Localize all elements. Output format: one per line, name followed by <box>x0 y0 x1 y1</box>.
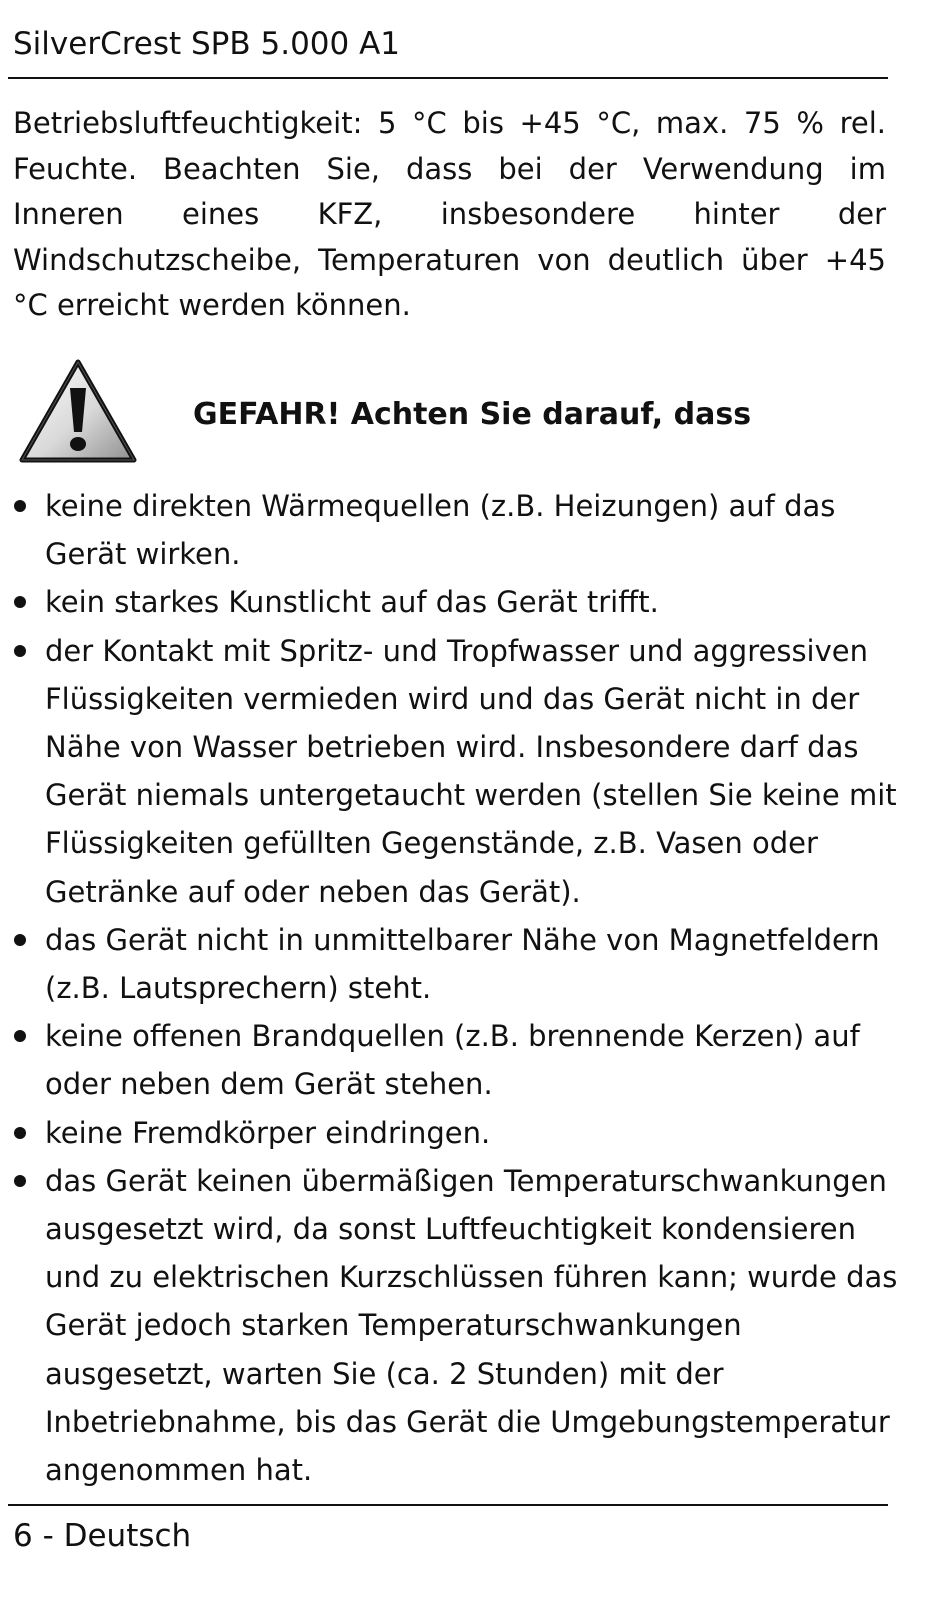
list-item <box>0 1109 900 1157</box>
warning-bullet-list <box>0 482 900 1494</box>
bullet-icon <box>14 1175 26 1187</box>
bullet-icon <box>14 1127 26 1139</box>
footer-divider <box>8 1504 888 1506</box>
list-item <box>0 627 900 916</box>
list-item <box>0 916 900 1012</box>
list-item-text: das Gerät keinen übermäßigen Temperaturschwankungen ausgesetzt wird, da sonst Luftfeuchtigkeit kondensieren und zu elektrischen Kurzschlüssen führen kann; wurde das Gerät jedoch starken Temperaturschwankungen ausgesetzt, warten Sie (ca. 2 Stunden) mit der Inbetriebnahme, bis das Gerät die Umgebungstemperatur angenommen hat. <box>45 1163 898 1488</box>
page-footer: 6 - Deutsch <box>13 1518 192 1554</box>
page-header-title: SilverCrest SPB 5.000 A1 <box>13 26 401 62</box>
warning-triangle-icon <box>18 358 138 464</box>
list-item-text: das Gerät nicht in unmittelbarer Nähe von Magnetfeldern (z.B. Lautsprechern) steht. <box>45 922 880 1006</box>
bullet-icon <box>14 645 26 657</box>
warning-heading: GEFAHR! Achten Sie darauf, dass <box>193 397 752 432</box>
list-item <box>0 1157 900 1494</box>
list-item-text: keine Fremdkörper eindringen. <box>45 1115 491 1150</box>
bullet-icon <box>14 934 26 946</box>
list-item-text: keine direkten Wärmequellen (z.B. Heizungen) auf das Gerät wirken. <box>45 489 836 572</box>
list-item <box>0 1012 900 1108</box>
list-item <box>0 578 900 626</box>
list-item-text: der Kontakt mit Spritz- und Tropfwasser und aggressiven Flüssigkeiten vermieden wird und das Gerät nicht in der Nähe von Wasser betrieben wird. Insbesondere darf das Gerät niemals untergetaucht werden (stellen Sie keine mit Flüssigkeiten gefüllten Gegenstände, z.B. Vasen oder Getränke auf oder neben das Gerät). <box>45 633 897 909</box>
list-item <box>0 482 900 578</box>
intro-paragraph: Betriebsluftfeuchtigkeit: 5 °C bis +45 °C, max. 75 % rel. Feuchte. Beachten Sie, dass bei der Verwendung im Inneren eines KFZ, insbesondere hinter der Windschutzscheibe, Temperaturen von deutlich über +45 °C erreicht werden können. <box>13 106 886 322</box>
bullet-icon <box>14 596 26 608</box>
header-divider <box>8 77 888 79</box>
list-item-text: kein starkes Kunstlicht auf das Gerät trifft. <box>45 585 659 620</box>
bullet-icon <box>14 500 26 512</box>
bullet-icon <box>14 1030 26 1042</box>
list-item-text: keine offenen Brandquellen (z.B. brennende Kerzen) auf oder neben dem Gerät stehen. <box>45 1019 860 1102</box>
